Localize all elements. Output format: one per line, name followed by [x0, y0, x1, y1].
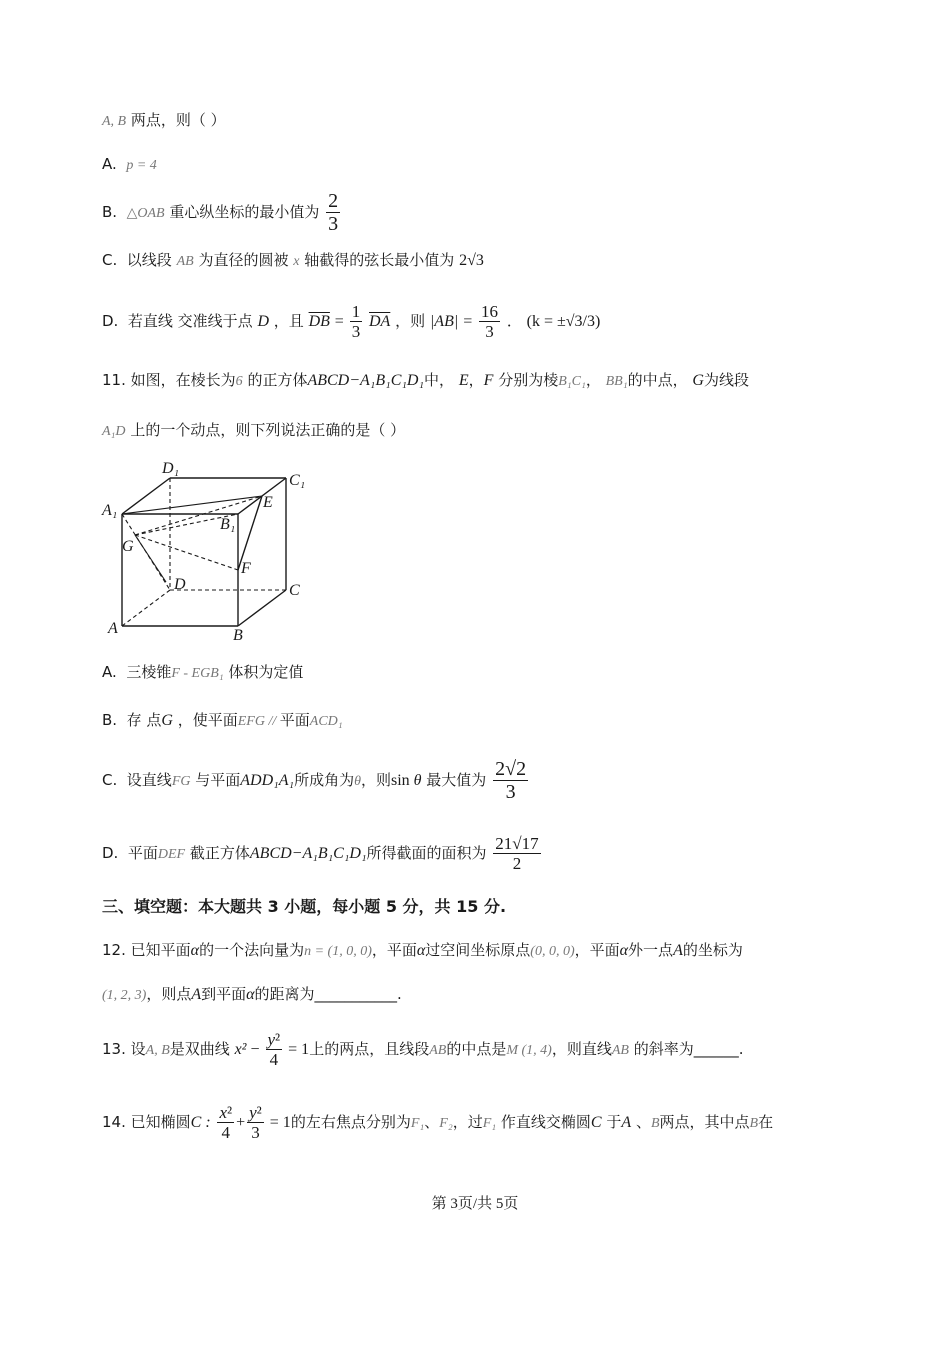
fraction: $\frac{\text{y²}}{4}$	[267, 1030, 281, 1069]
q10-option-b: B. △OAB 重心纵坐标的最小值为 $\frac{2}{3}$	[102, 190, 339, 235]
q11-option-c: C. 设直线FG 与平面ADD₁A₁所成角为θ，则sin θ 最大值为 $\frac{2√2}{3}$	[102, 758, 527, 803]
q13-line: 13. 设A, B是双曲线 x² − $\frac{\text{y²}}{4}$ = 1上的两点，且线段AB的中点是M (1, 4)，则直线AB 的斜率为______.	[102, 1030, 744, 1069]
label-b: B	[233, 627, 243, 644]
q10-option-a: A. p = 4	[102, 155, 157, 173]
label-d1: D₁	[162, 460, 180, 477]
label-d: D	[174, 576, 186, 593]
q12-line2: (1, 2, 3)，则点A到平面α的距离为___________.	[102, 985, 402, 1003]
q10-option-c: C. 以线段 AB 为直径的圆被 x 轴截得的弦长最小值为 2√3	[102, 251, 484, 269]
label-f: F	[241, 560, 251, 577]
page-footer: 第 3页/共 5页	[431, 1196, 519, 1212]
q11-line2: A₁D 上的一个动点，则下列说法正确的是（ ）	[102, 421, 406, 439]
points-ab: A, B	[102, 114, 127, 129]
q12-line1: 12. 已知平面α的一个法向量为n = (1, 0, 0)，平面α过空间坐标原点(0, 0, 0)，平面α外一点A的坐标为	[102, 941, 743, 959]
label-c1: C₁	[289, 472, 306, 489]
q10-tail-text: 两点，则（ ）	[130, 111, 226, 129]
fraction: $\frac{21√17}{2}$	[495, 834, 539, 873]
q11-line1: 11. 如图，在棱长为6 的正方体ABCD−A₁B₁C₁D₁中， E，F 分别为棱B₁C₁， BB₁的中点， G为线段	[102, 371, 749, 389]
section-3-title: 三、填空题：本大题共 3 小题，每小题 5 分，共 15 分.	[102, 897, 507, 916]
label-e: E	[263, 494, 273, 511]
label-a: A	[108, 620, 118, 637]
fraction: $\frac{1}{3}$	[351, 302, 361, 341]
q11-option-a: A. 三棱锥F - EGB₁ 体积为定值	[102, 663, 304, 681]
fraction: $\frac{2√2}{3}$	[495, 758, 527, 803]
q10-tail-line	[102, 110, 226, 132]
cube-figure	[98, 455, 318, 647]
fraction: $\frac{2}{3}$	[328, 190, 339, 235]
label-b1: B₁	[220, 516, 236, 533]
q11-option-b: B. 存 点G ，使平面EFG // 平面ACD₁	[102, 711, 343, 729]
fraction: $\frac{16}{3}$	[481, 302, 499, 341]
q11-option-d: D. 平面DEF 截正方体ABCD−A₁B₁C₁D₁所得截面的面积为 $\frac{21√17}{2}$	[102, 834, 539, 873]
label-a1: A₁	[102, 502, 118, 519]
q10-option-d: D. 若直线 交准线于点 D ，且 $\overline{DB}$ = $\frac{1}{3}$ $\overline{DA}$ ，则 |AB| = $\frac{16}{3}$ ． (k = ±√3/3)	[102, 302, 601, 341]
label-c: C	[289, 582, 300, 599]
fraction: $\frac{\text{y²}}{3}$	[249, 1103, 262, 1142]
fraction: $\frac{\text{x²}}{4}$	[219, 1103, 233, 1142]
label-g: G	[122, 538, 134, 555]
q14-line: 14. 已知椭圆C : $\frac{\text{x²}}{4}$ + $\frac{\text{y²}}{3}$ = 1的左右焦点分别为F₁、F₂，过F₁ 作直线交椭圆C 于A 、B两点，其中点B在	[102, 1103, 774, 1142]
